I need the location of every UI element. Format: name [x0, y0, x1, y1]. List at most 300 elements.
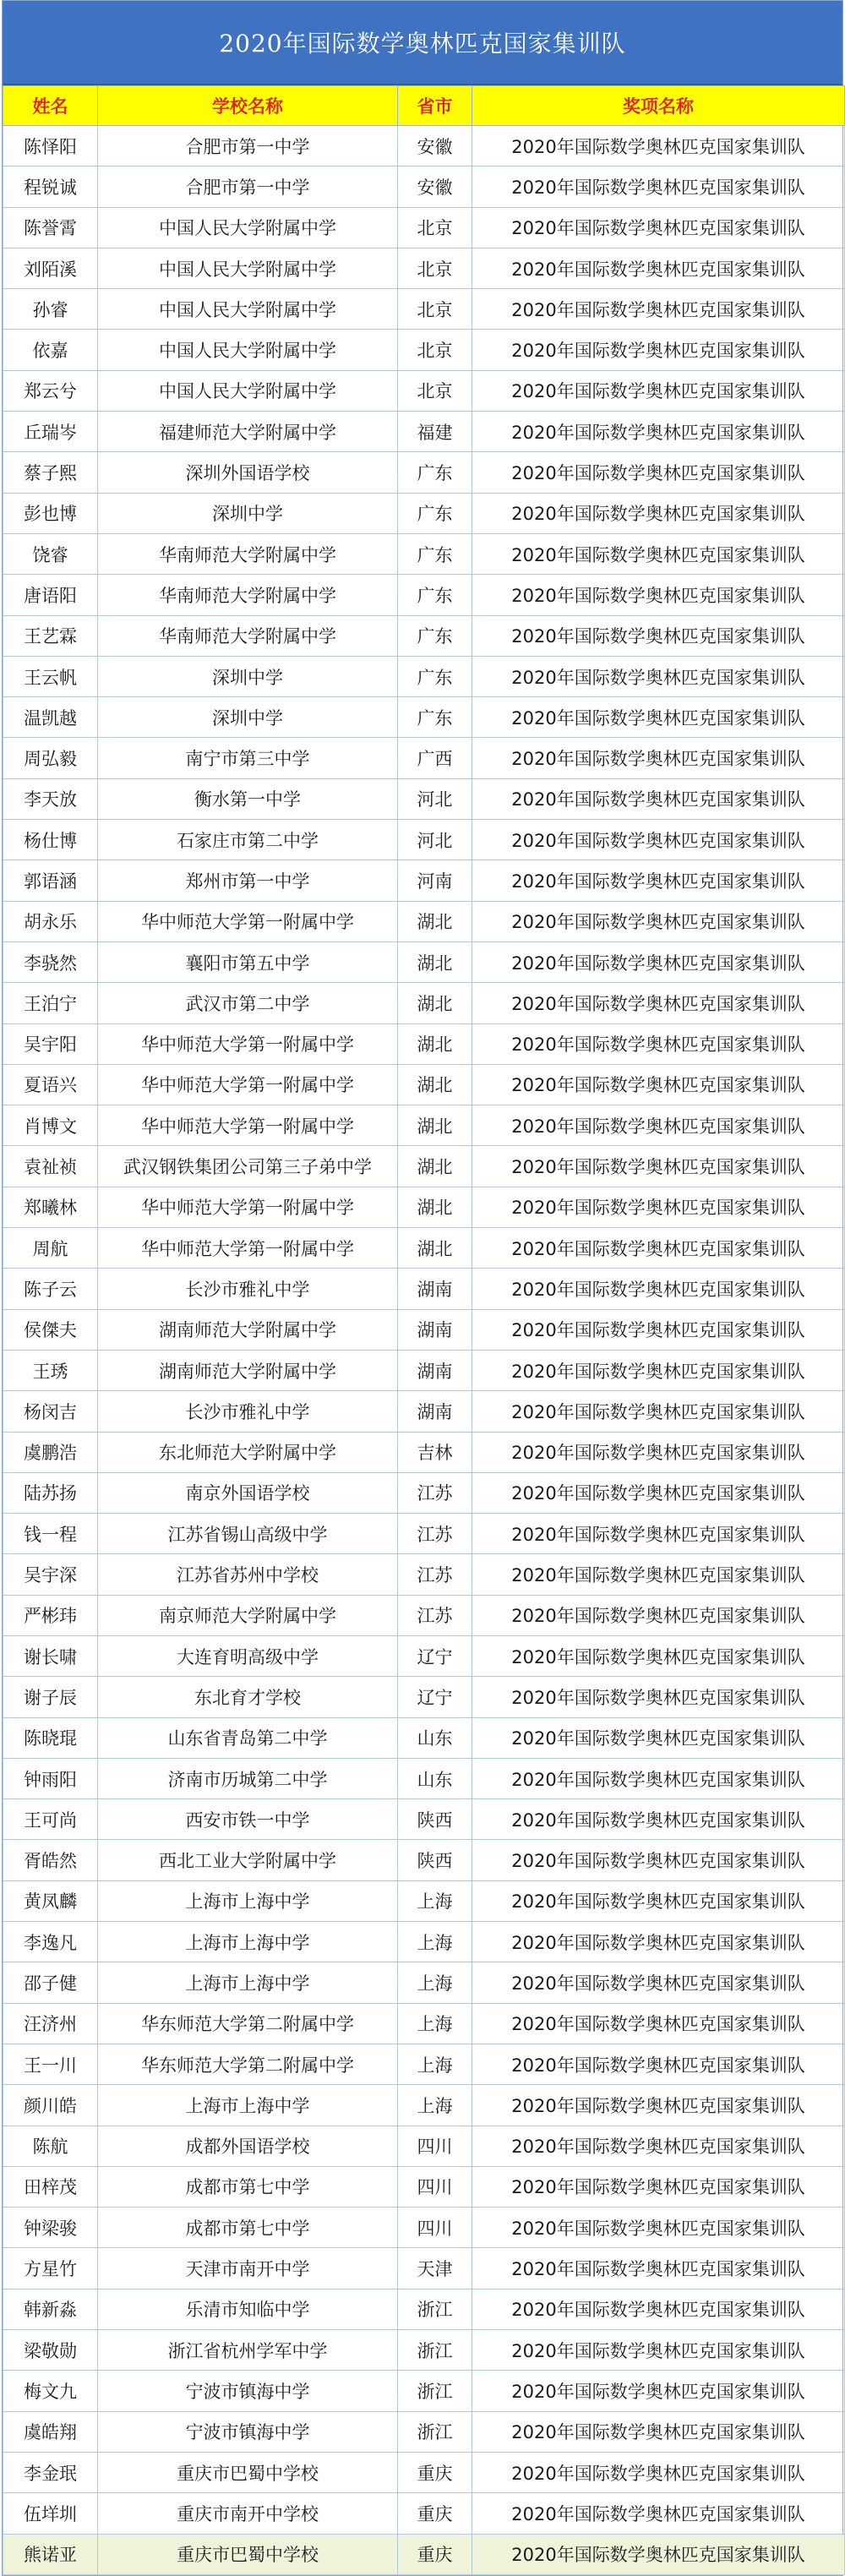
table-row	[3, 2126, 845, 2166]
cell-name: 王云帆	[3, 656, 98, 696]
cell-award: 2020年国际数学奥林匹克国家集训队	[472, 1554, 845, 1595]
cell-award: 2020年国际数学奥林匹克国家集训队	[472, 493, 845, 533]
table-row	[3, 289, 845, 330]
cell-school: 湖南师范大学附属中学	[98, 1309, 398, 1350]
cell-name: 王艺霖	[3, 615, 98, 656]
cell-school: 湖南师范大学附属中学	[98, 1350, 398, 1390]
cell-province: 浙江	[398, 2289, 472, 2329]
cell-name: 丘瑞岑	[3, 412, 98, 452]
cell-school: 华中师范大学第一附属中学	[98, 1187, 398, 1227]
cell-award: 2020年国际数学奥林匹克国家集训队	[472, 983, 845, 1023]
cell-school: 深圳中学	[98, 656, 398, 696]
table-row	[3, 1717, 845, 1758]
table-row	[3, 412, 845, 452]
cell-province: 北京	[398, 370, 472, 411]
cell-school: 上海市上海中学	[98, 1922, 398, 1962]
cell-award: 2020年国际数学奥林匹克国家集训队	[472, 2208, 845, 2248]
table-row	[3, 1962, 845, 2003]
cell-award: 2020年国际数学奥林匹克国家集训队	[472, 1105, 845, 1146]
table-row	[3, 2493, 845, 2534]
cell-province: 上海	[398, 2003, 472, 2044]
cell-award: 2020年国际数学奥林匹克国家集训队	[472, 1472, 845, 1513]
cell-name: 方星竹	[3, 2248, 98, 2289]
table-row	[3, 2534, 845, 2574]
cell-school: 乐清市知临中学	[98, 2289, 398, 2329]
cell-school: 福建师范大学附属中学	[98, 412, 398, 452]
cell-province: 湖北	[398, 1023, 472, 1064]
honor-table	[3, 85, 845, 2575]
header-row	[3, 86, 845, 126]
cell-award: 2020年国际数学奥林匹克国家集训队	[472, 1228, 845, 1269]
cell-name: 韩新淼	[3, 2289, 98, 2329]
table-body	[3, 126, 845, 2575]
cell-name: 吴宇阳	[3, 1023, 98, 1064]
cell-award: 2020年国际数学奥林匹克国家集训队	[472, 1187, 845, 1227]
cell-province: 北京	[398, 330, 472, 370]
table-row	[3, 983, 845, 1023]
table-row	[3, 330, 845, 370]
cell-province: 湖南	[398, 1391, 472, 1432]
cell-name: 钱一程	[3, 1514, 98, 1554]
cell-school: 中国人民大学附属中学	[98, 207, 398, 248]
cell-province: 辽宁	[398, 1677, 472, 1717]
cell-school: 长沙市雅礼中学	[98, 1391, 398, 1432]
cell-school: 浙江省杭州学军中学	[98, 2330, 398, 2371]
cell-award: 2020年国际数学奥林匹克国家集训队	[472, 778, 845, 819]
cell-award: 2020年国际数学奥林匹克国家集训队	[472, 1514, 845, 1554]
cell-award: 2020年国际数学奥林匹克国家集训队	[472, 1023, 845, 1064]
cell-award: 2020年国际数学奥林匹克国家集训队	[472, 2330, 845, 2371]
cell-award: 2020年国际数学奥林匹克国家集训队	[472, 1799, 845, 1840]
table-row	[3, 2248, 845, 2289]
cell-name: 陈怿阳	[3, 126, 98, 166]
cell-school: 华南师范大学附属中学	[98, 533, 398, 574]
table-row	[3, 1514, 845, 1554]
table-row	[3, 1922, 845, 1962]
cell-name: 陈晓琨	[3, 1717, 98, 1758]
cell-province: 广西	[398, 738, 472, 778]
cell-award: 2020年国际数学奥林匹克国家集训队	[472, 412, 845, 452]
cell-school: 华南师范大学附属中学	[98, 615, 398, 656]
cell-name: 饶睿	[3, 533, 98, 574]
table-row	[3, 1840, 845, 1880]
table-row	[3, 1799, 845, 1840]
cell-province: 吉林	[398, 1432, 472, 1472]
cell-name: 郑云兮	[3, 370, 98, 411]
table-row	[3, 2330, 845, 2371]
cell-school: 华中师范大学第一附属中学	[98, 1064, 398, 1105]
cell-award: 2020年国际数学奥林匹克国家集训队	[472, 2289, 845, 2329]
cell-name: 胡永乐	[3, 901, 98, 941]
cell-province: 上海	[398, 1922, 472, 1962]
cell-award: 2020年国际数学奥林匹克国家集训队	[472, 1595, 845, 1635]
cell-school: 合肥市第一中学	[98, 166, 398, 207]
cell-province: 北京	[398, 289, 472, 330]
cell-school: 东北育才学校	[98, 1677, 398, 1717]
cell-award: 2020年国际数学奥林匹克国家集训队	[472, 1922, 845, 1962]
cell-award: 2020年国际数学奥林匹克国家集训队	[472, 289, 845, 330]
cell-name: 谢子辰	[3, 1677, 98, 1717]
table-row	[3, 860, 845, 901]
cell-name: 汪济州	[3, 2003, 98, 2044]
cell-name: 杨闵吉	[3, 1391, 98, 1432]
cell-province: 四川	[398, 2166, 472, 2207]
cell-school: 成都市第七中学	[98, 2208, 398, 2248]
cell-province: 重庆	[398, 2493, 472, 2534]
table-row	[3, 1595, 845, 1635]
cell-award: 2020年国际数学奥林匹克国家集训队	[472, 452, 845, 493]
cell-award: 2020年国际数学奥林匹克国家集训队	[472, 1391, 845, 1432]
cell-school: 上海市上海中学	[98, 1880, 398, 1921]
cell-province: 山东	[398, 1717, 472, 1758]
cell-award: 2020年国际数学奥林匹克国家集训队	[472, 2085, 845, 2126]
cell-school: 武汉市第二中学	[98, 983, 398, 1023]
table-row	[3, 738, 845, 778]
cell-award: 2020年国际数学奥林匹克国家集训队	[472, 615, 845, 656]
header-province: 省市	[398, 86, 472, 126]
cell-school: 中国人民大学附属中学	[98, 370, 398, 411]
cell-school: 大连育明高级中学	[98, 1635, 398, 1676]
cell-name: 熊诺亚	[3, 2534, 98, 2574]
table-row	[3, 901, 845, 941]
cell-award: 2020年国际数学奥林匹克国家集训队	[472, 2166, 845, 2207]
cell-school: 江苏省锡山高级中学	[98, 1514, 398, 1554]
cell-school: 上海市上海中学	[98, 1962, 398, 2003]
cell-school: 华中师范大学第一附属中学	[98, 1228, 398, 1269]
cell-province: 河北	[398, 820, 472, 860]
cell-award: 2020年国际数学奥林匹克国家集训队	[472, 2248, 845, 2289]
cell-province: 辽宁	[398, 1635, 472, 1676]
cell-school: 华中师范大学第一附属中学	[98, 901, 398, 941]
cell-award: 2020年国际数学奥林匹克国家集训队	[472, 1635, 845, 1676]
cell-school: 衡水第一中学	[98, 778, 398, 819]
cell-school: 襄阳市第五中学	[98, 941, 398, 982]
cell-award: 2020年国际数学奥林匹克国家集训队	[472, 1146, 845, 1187]
cell-school: 华南师范大学附属中学	[98, 575, 398, 615]
cell-award: 2020年国际数学奥林匹克国家集训队	[472, 1309, 845, 1350]
cell-name: 肖博文	[3, 1105, 98, 1146]
cell-name: 温凯越	[3, 697, 98, 738]
cell-name: 陈航	[3, 2126, 98, 2166]
cell-name: 王一川	[3, 2044, 98, 2084]
sheet-title: 2020年国际数学奥林匹克国家集训队	[3, 1, 842, 85]
cell-school: 深圳中学	[98, 493, 398, 533]
table-row	[3, 2411, 845, 2452]
table-row	[3, 1309, 845, 1350]
cell-name: 周航	[3, 1228, 98, 1269]
cell-school: 中国人民大学附属中学	[98, 289, 398, 330]
table-row	[3, 1023, 845, 1064]
table-row	[3, 1269, 845, 1309]
cell-school: 中国人民大学附属中学	[98, 330, 398, 370]
cell-name: 陈子云	[3, 1269, 98, 1309]
cell-province: 陕西	[398, 1840, 472, 1880]
cell-award: 2020年国际数学奥林匹克国家集训队	[472, 330, 845, 370]
table-row	[3, 2166, 845, 2207]
cell-name: 田梓茂	[3, 2166, 98, 2207]
cell-name: 钟雨阳	[3, 1758, 98, 1798]
cell-province: 湖北	[398, 901, 472, 941]
table-row	[3, 575, 845, 615]
cell-name: 杨仕博	[3, 820, 98, 860]
cell-name: 谢长啸	[3, 1635, 98, 1676]
cell-name: 袁祉祯	[3, 1146, 98, 1187]
table-row	[3, 1880, 845, 1921]
cell-award: 2020年国际数学奥林匹克国家集训队	[472, 370, 845, 411]
cell-name: 李金珉	[3, 2452, 98, 2492]
cell-award: 2020年国际数学奥林匹克国家集训队	[472, 656, 845, 696]
cell-school: 宁波市镇海中学	[98, 2411, 398, 2452]
cell-province: 湖北	[398, 941, 472, 982]
cell-province: 广东	[398, 452, 472, 493]
cell-award: 2020年国际数学奥林匹克国家集训队	[472, 2003, 845, 2044]
cell-name: 夏语兴	[3, 1064, 98, 1105]
cell-province: 江苏	[398, 1514, 472, 1554]
cell-name: 周弘毅	[3, 738, 98, 778]
cell-name: 钟梁骏	[3, 2208, 98, 2248]
cell-school: 华东师范大学第二附属中学	[98, 2003, 398, 2044]
cell-province: 河北	[398, 778, 472, 819]
table-row	[3, 2003, 845, 2044]
cell-province: 福建	[398, 412, 472, 452]
cell-school: 重庆市南开中学校	[98, 2493, 398, 2534]
cell-province: 广东	[398, 533, 472, 574]
cell-school: 山东省青岛第二中学	[98, 1717, 398, 1758]
cell-award: 2020年国际数学奥林匹克国家集训队	[472, 2371, 845, 2411]
cell-school: 上海市上海中学	[98, 2085, 398, 2126]
table-row	[3, 207, 845, 248]
cell-award: 2020年国际数学奥林匹克国家集训队	[472, 2044, 845, 2084]
cell-province: 安徽	[398, 126, 472, 166]
cell-name: 彭也博	[3, 493, 98, 533]
cell-school: 中国人民大学附属中学	[98, 248, 398, 288]
cell-province: 重庆	[398, 2452, 472, 2492]
cell-award: 2020年国际数学奥林匹克国家集训队	[472, 575, 845, 615]
cell-school: 武汉钢铁集团公司第三子弟中学	[98, 1146, 398, 1187]
cell-school: 成都市第七中学	[98, 2166, 398, 2207]
cell-award: 2020年国际数学奥林匹克国家集训队	[472, 1880, 845, 1921]
cell-province: 重庆	[398, 2534, 472, 2574]
cell-name: 吴宇深	[3, 1554, 98, 1595]
cell-province: 上海	[398, 1880, 472, 1921]
table-row	[3, 370, 845, 411]
cell-name: 唐语阳	[3, 575, 98, 615]
cell-award: 2020年国际数学奥林匹克国家集训队	[472, 941, 845, 982]
cell-school: 南京外国语学校	[98, 1472, 398, 1513]
cell-name: 王泊宁	[3, 983, 98, 1023]
cell-school: 合肥市第一中学	[98, 126, 398, 166]
cell-name: 蔡子熙	[3, 452, 98, 493]
cell-province: 上海	[398, 2085, 472, 2126]
cell-award: 2020年国际数学奥林匹克国家集训队	[472, 1269, 845, 1309]
table-row	[3, 1758, 845, 1798]
cell-province: 广东	[398, 575, 472, 615]
cell-award: 2020年国际数学奥林匹克国家集训队	[472, 166, 845, 207]
cell-award: 2020年国际数学奥林匹克国家集训队	[472, 1840, 845, 1880]
cell-award: 2020年国际数学奥林匹克国家集训队	[472, 533, 845, 574]
cell-award: 2020年国际数学奥林匹克国家集训队	[472, 901, 845, 941]
cell-award: 2020年国际数学奥林匹克国家集训队	[472, 2534, 845, 2574]
cell-province: 广东	[398, 697, 472, 738]
cell-province: 浙江	[398, 2330, 472, 2371]
cell-award: 2020年国际数学奥林匹克国家集训队	[472, 860, 845, 901]
cell-award: 2020年国际数学奥林匹克国家集训队	[472, 2126, 845, 2166]
cell-award: 2020年国际数学奥林匹克国家集训队	[472, 126, 845, 166]
cell-province: 湖南	[398, 1309, 472, 1350]
table-row	[3, 697, 845, 738]
table-row	[3, 166, 845, 207]
cell-award: 2020年国际数学奥林匹克国家集训队	[472, 1758, 845, 1798]
table-row	[3, 452, 845, 493]
cell-province: 广东	[398, 493, 472, 533]
table-row	[3, 1105, 845, 1146]
cell-name: 郭语涵	[3, 860, 98, 901]
table-row	[3, 1391, 845, 1432]
cell-school: 郑州市第一中学	[98, 860, 398, 901]
cell-award: 2020年国际数学奥林匹克国家集训队	[472, 1677, 845, 1717]
cell-school: 江苏省苏州中学校	[98, 1554, 398, 1595]
cell-award: 2020年国际数学奥林匹克国家集训队	[472, 2411, 845, 2452]
cell-province: 广东	[398, 656, 472, 696]
cell-name: 孙睿	[3, 289, 98, 330]
table-row	[3, 941, 845, 982]
cell-school: 华中师范大学第一附属中学	[98, 1023, 398, 1064]
cell-province: 山东	[398, 1758, 472, 1798]
table-row	[3, 1064, 845, 1105]
cell-province: 上海	[398, 2044, 472, 2084]
cell-award: 2020年国际数学奥林匹克国家集训队	[472, 1350, 845, 1390]
cell-province: 上海	[398, 1962, 472, 2003]
cell-name: 王可尚	[3, 1799, 98, 1840]
table-row	[3, 493, 845, 533]
cell-name: 伍垟圳	[3, 2493, 98, 2534]
table-row	[3, 1187, 845, 1227]
cell-name: 郑曦林	[3, 1187, 98, 1227]
table-row	[3, 1228, 845, 1269]
cell-name: 颜川皓	[3, 2085, 98, 2126]
cell-name: 虞鹏浩	[3, 1432, 98, 1472]
cell-name: 李天放	[3, 778, 98, 819]
cell-name: 陆苏扬	[3, 1472, 98, 1513]
cell-award: 2020年国际数学奥林匹克国家集训队	[472, 1717, 845, 1758]
cell-province: 四川	[398, 2208, 472, 2248]
cell-province: 湖北	[398, 1146, 472, 1187]
table-row	[3, 1472, 845, 1513]
cell-name: 黄凤麟	[3, 1880, 98, 1921]
cell-school: 石家庄市第二中学	[98, 820, 398, 860]
cell-province: 河南	[398, 860, 472, 901]
cell-name: 李骁然	[3, 941, 98, 982]
cell-school: 西北工业大学附属中学	[98, 1840, 398, 1880]
table-row	[3, 1677, 845, 1717]
cell-name: 梅文九	[3, 2371, 98, 2411]
cell-award: 2020年国际数学奥林匹克国家集训队	[472, 2493, 845, 2534]
cell-province: 浙江	[398, 2371, 472, 2411]
cell-award: 2020年国际数学奥林匹克国家集训队	[472, 1064, 845, 1105]
cell-school: 长沙市雅礼中学	[98, 1269, 398, 1309]
cell-school: 深圳中学	[98, 697, 398, 738]
table-row	[3, 2289, 845, 2329]
table-row	[3, 1350, 845, 1390]
cell-school: 重庆市巴蜀中学校	[98, 2534, 398, 2574]
cell-province: 陕西	[398, 1799, 472, 1840]
cell-school: 济南市历城第二中学	[98, 1758, 398, 1798]
cell-school: 华中师范大学第一附属中学	[98, 1105, 398, 1146]
cell-name: 依嘉	[3, 330, 98, 370]
table-row	[3, 820, 845, 860]
table-row	[3, 656, 845, 696]
header-award: 奖项名称	[472, 86, 845, 126]
cell-school: 成都外国语学校	[98, 2126, 398, 2166]
cell-name: 陈誉霄	[3, 207, 98, 248]
cell-name: 侯傑夫	[3, 1309, 98, 1350]
cell-award: 2020年国际数学奥林匹克国家集训队	[472, 820, 845, 860]
cell-school: 南京师范大学附属中学	[98, 1595, 398, 1635]
table-row	[3, 1635, 845, 1676]
cell-province: 江苏	[398, 1472, 472, 1513]
cell-province: 广东	[398, 615, 472, 656]
cell-award: 2020年国际数学奥林匹克国家集训队	[472, 697, 845, 738]
cell-name: 程锐诚	[3, 166, 98, 207]
cell-school: 深圳外国语学校	[98, 452, 398, 493]
cell-award: 2020年国际数学奥林匹克国家集训队	[472, 2452, 845, 2492]
cell-province: 湖南	[398, 1350, 472, 1390]
cell-name: 虞皓翔	[3, 2411, 98, 2452]
cell-name: 李逸凡	[3, 1922, 98, 1962]
table-row	[3, 615, 845, 656]
table-row	[3, 2452, 845, 2492]
table-row	[3, 1554, 845, 1595]
cell-name: 严彬玮	[3, 1595, 98, 1635]
cell-school: 天津市南开中学	[98, 2248, 398, 2289]
cell-province: 江苏	[398, 1595, 472, 1635]
table-row	[3, 248, 845, 288]
cell-school: 华东师范大学第二附属中学	[98, 2044, 398, 2084]
cell-province: 湖北	[398, 1064, 472, 1105]
cell-award: 2020年国际数学奥林匹克国家集训队	[472, 738, 845, 778]
cell-name: 王琇	[3, 1350, 98, 1390]
cell-province: 湖北	[398, 1228, 472, 1269]
cell-province: 安徽	[398, 166, 472, 207]
cell-award: 2020年国际数学奥林匹克国家集训队	[472, 248, 845, 288]
cell-province: 北京	[398, 207, 472, 248]
table-row	[3, 533, 845, 574]
cell-province: 湖北	[398, 1187, 472, 1227]
cell-school: 南宁市第三中学	[98, 738, 398, 778]
table-row	[3, 778, 845, 819]
table-row	[3, 2044, 845, 2084]
spreadsheet	[2, 0, 843, 2576]
cell-school: 东北师范大学附属中学	[98, 1432, 398, 1472]
cell-school: 西安市铁一中学	[98, 1799, 398, 1840]
header-school: 学校名称	[98, 86, 398, 126]
header-name: 姓名	[3, 86, 98, 126]
table-row	[3, 2208, 845, 2248]
cell-province: 四川	[398, 2126, 472, 2166]
cell-name: 刘陌溪	[3, 248, 98, 288]
cell-province: 湖北	[398, 1105, 472, 1146]
cell-award: 2020年国际数学奥林匹克国家集训队	[472, 1962, 845, 2003]
cell-name: 梁敬勋	[3, 2330, 98, 2371]
table-row	[3, 2371, 845, 2411]
cell-province: 湖北	[398, 983, 472, 1023]
cell-award: 2020年国际数学奥林匹克国家集训队	[472, 207, 845, 248]
cell-school: 宁波市镇海中学	[98, 2371, 398, 2411]
cell-name: 邵子健	[3, 1962, 98, 2003]
cell-province: 北京	[398, 248, 472, 288]
table-row	[3, 126, 845, 166]
cell-award: 2020年国际数学奥林匹克国家集训队	[472, 1432, 845, 1472]
